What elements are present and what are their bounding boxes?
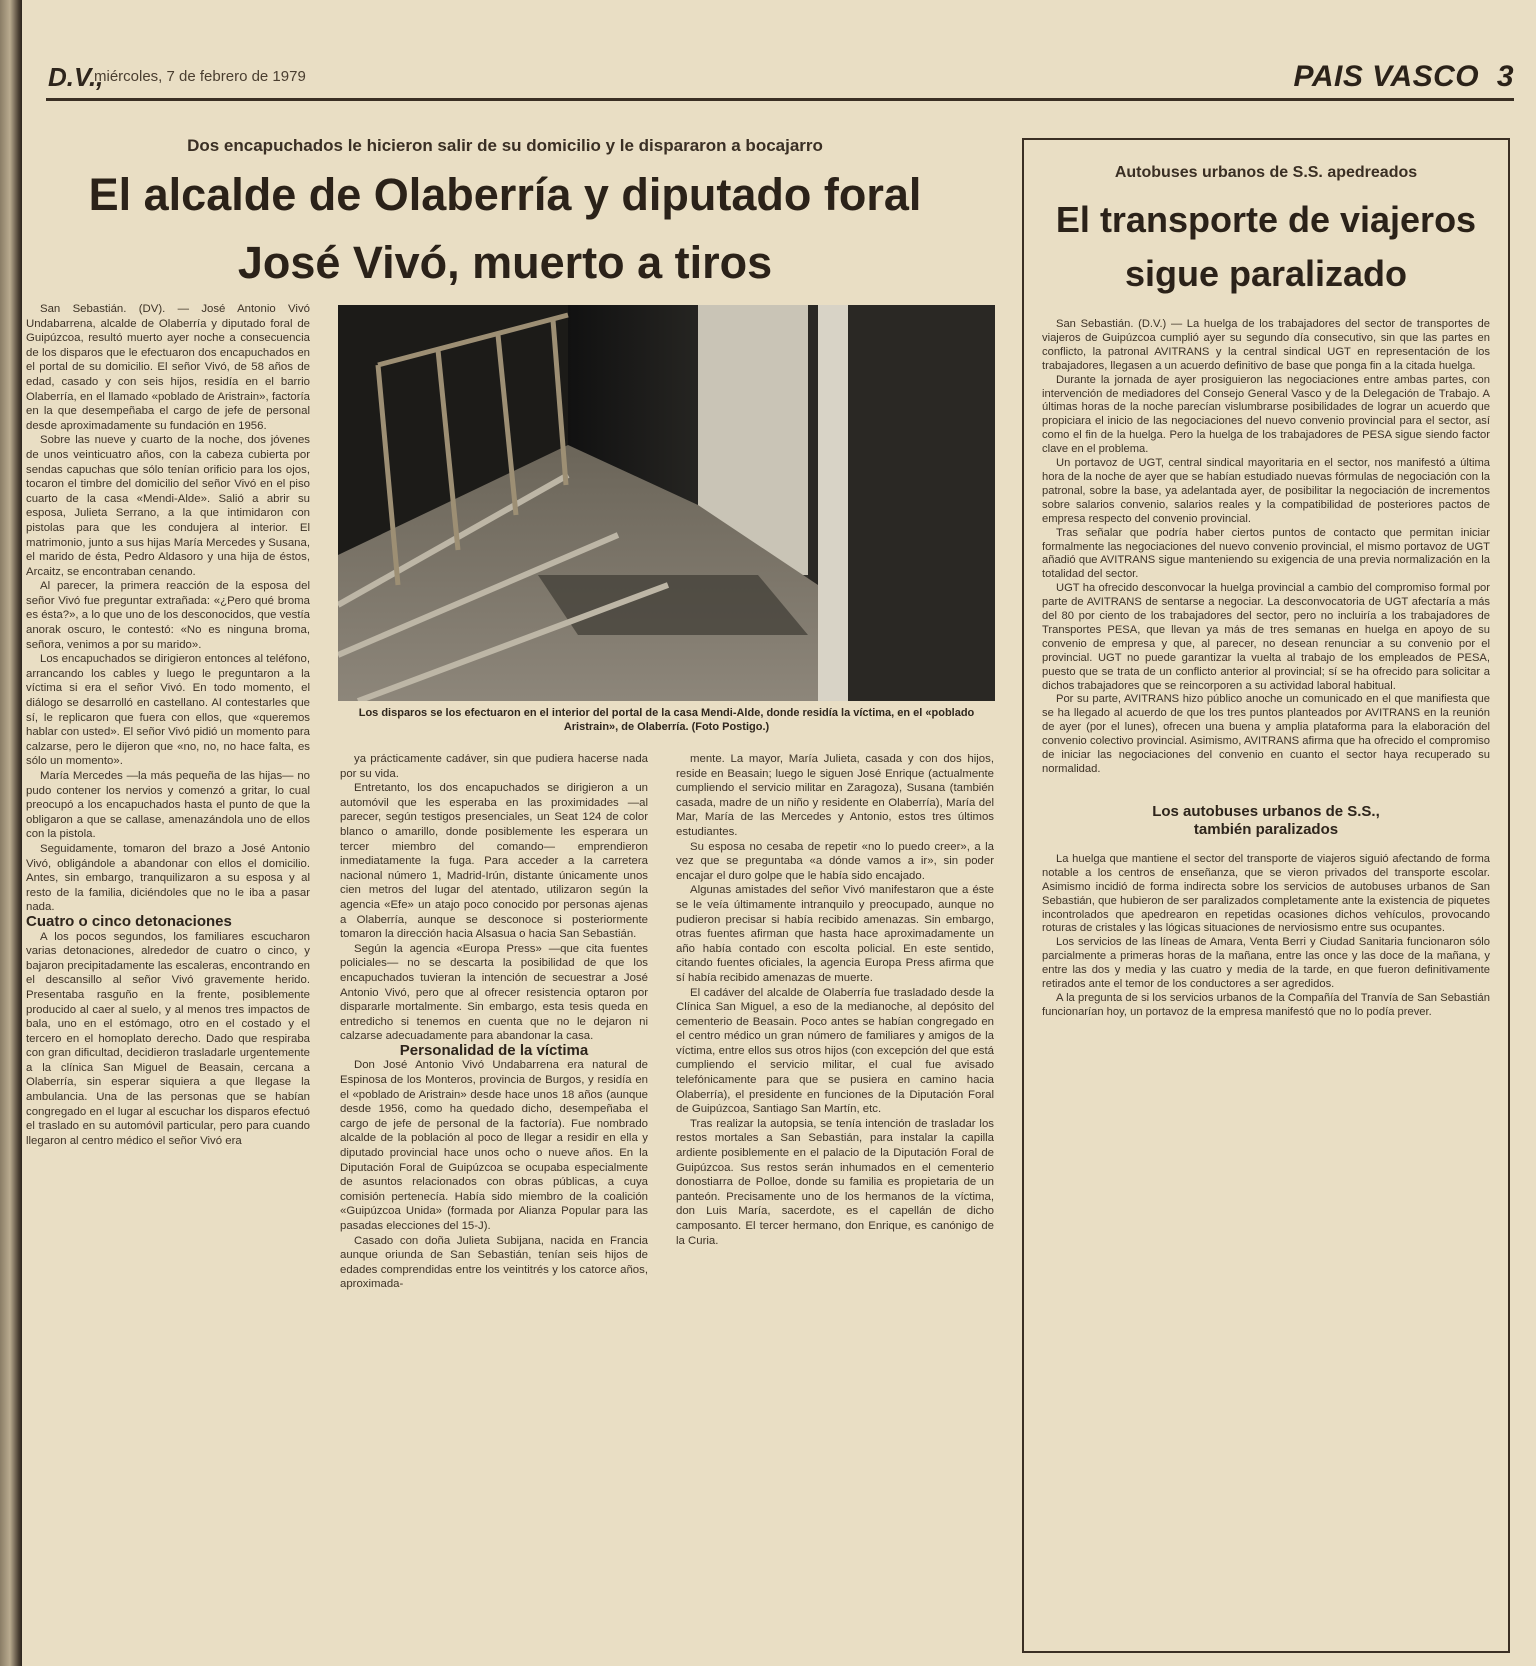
main-article-column-2 xyxy=(340,752,648,1292)
side-article-title-line1: El transporte de viajeros xyxy=(1055,199,1477,240)
paragraph: Por su parte, AVITRANS hizo público anoche un comunicado en el que manifiesta que se ha llegado al acuerdo de que los tres puntos planteados por AVITRANS en la reunión de ayer (por el lunes), ofrecen una buena y amplia plataforma para la elaboración del convenio colectivo provincial. Asimismo, AVITRANS afirma que ha ofrecido el compromiso de iniciar las negociaciones del convenio en cuanto el sector haya recuperado su normalidad. xyxy=(1042,693,1490,775)
paragraph: La huelga que mantiene el sector del transporte de viajeros siguió afectando de forma notable a los centros de enseñanza, que se vieron privados del transporte escolar. Asimismo incidió de forma indirecta sobre los servicios de autobuses urbanos de San Sebastián, que hubieron de ser paralizados completamente ante la existencia de piquetes incontrolados que apedrearon en repetidas ocasiones dichos vehículos, provocando roturas de cristales y las lógicas situaciones de nerviosismo entre sus ocupantes. xyxy=(1042,852,1490,935)
section-name: PAIS VASCO xyxy=(1293,60,1480,93)
paragraph: Los servicios de las líneas de Amara, Venta Berri y Ciudad Sanitaria funcionaron sólo parcialmente a primeras horas de la mañana, entre las once y las doce de la mañana, y entre las dos y media y las cuatro y media de la tarde, en que fueron definitivamente retirados ante el temor de los conductores a ser agredidos. xyxy=(1042,936,1490,991)
paragraph: Al parecer, la primera reacción de la esposa del señor Vivó fue preguntar extrañada: «¿Pero qué broma es ésta?», a lo que uno de los desconocidos, que vestía anorak oscuro, le contestó: «No es ninguna broma, señora, venimos a por su marido». xyxy=(26,580,310,651)
paragraph: Tras señalar que podría haber ciertos puntos de contacto que permitan iniciar formalmente las negociaciones del nuevo convenio provincial, el mismo portavoz de UGT añadió que AVITRANS sigue manteniendo su exigencia de una previa normalización en la totalidad del sector. xyxy=(1042,526,1490,581)
paragraph: Entretanto, los dos encapuchados se dirigieron a un automóvil que les esperaba en las proximidades —al parecer, según testigos presenciales, un Seat 124 de color blanco o amarillo, donde posiblemente les esperara un tercer miembro del comando— emprendieron inmediatamente la fuga. Para acceder a la carretera nacional número 1, Madrid-Irún, distante únicamente unos cien metros del lugar del atentado, utilizaron según la agencia «Efe» un atajo poco conocido por personas ajenas a Olaberría, aunque se desconoce si posteriormente tomaron la dirección hacia Alsasua o hacia San Sebastián. xyxy=(340,782,648,941)
paragraph: Un portavoz de UGT, central sindical mayoritaria en el sector, nos manifestó a última hora de la noche de ayer que se habían estudiado nuevas fórmulas de negociación con la patronal, sobre la base, ya adelantada ayer, de posibilitar la negociación de incrementos sobre salarios convenio, salarios reales y la compatibilidad de posteriores pactos de empresa respecto del convenio provincial. xyxy=(1042,457,1490,525)
paragraph: Tras realizar la autopsia, se tenía intención de trasladar los restos mortales a San Sebastián, para instalar la capilla ardiente posiblemente en el palacio de la Diputación Foral de Guipúzcoa. Sus restos serán inhumados en el cementerio donostiarra de Polloe, donde su familia es propietaria de un panteón. Precisamente uno de los hermanos de la víctima, don Luis María, sacerdote, es el capellán de dicho camposanto. El tercer hermano, don Enrique, es canónigo de la Curia. xyxy=(676,1117,994,1247)
masthead-rule xyxy=(46,98,1514,101)
subheading: Personalidad de la víctima xyxy=(399,1041,589,1059)
paragraph: ya prácticamente cadáver, sin que pudiera hacerse nada por su vida. xyxy=(340,753,648,780)
paragraph: A los pocos segundos, los familiares escucharon varias detonaciones, alrededor de cuatro o cinco, y bajaron precipitadamente las escaleras, encontrando en el descansillo al señor Vivó gravemente herido. Presentaba rasguño en la frente, posiblemente producido al caer al suelo, y al menos tres impactos de bala, uno en el estómago, otro en el costado y el tercero en el homoplato derecho. Dado que respiraba con gran dificultad, decidieron trasladarle urgentemente a la clínica San Miguel de Beasain, cercana a Olaberría, sin esperar siquiera a que llegase la ambulancia. Una de las personas que se habían congregado en el lugar al escuchar los disparos efectuó el traslado en su automóvil particular, pero para cuando llegaron al centro médico el señor Vivó era xyxy=(26,930,310,1147)
masthead xyxy=(48,60,1514,100)
side-article-kicker: Autobuses urbanos de S.S. apedreados xyxy=(1114,164,1418,181)
section-title xyxy=(1294,60,1514,94)
page-number: 3 xyxy=(1496,60,1514,93)
paragraph: Casado con doña Julieta Subijana, nacida en Francia aunque oriunda de San Sebastián, tenían seis hijos de edades comprendidas entre los veintitrés y los catorce años, aproximada- xyxy=(340,1234,648,1291)
paragraph: Durante la jornada de ayer prosiguieron las negociaciones entre ambas partes, con intervención de mediadores del Consejo General Vasco y de la Delegación de Trabajo. A últimas horas de la noche parecían vislumbrarse posibilidades de lograr un acuerdo que propiciara el inicio de las negociaciones del nuevo convenio provincial para el sector, así como el fin de la huelga. Pero la huelga de los trabajadores de PESA sigue siendo factor clave en el problema. xyxy=(1042,373,1490,456)
paragraph: San Sebastián. (DV). — José Antonio Vivó Undabarrena, alcalde de Olaberría y diputado foral de Guipúzcoa, resultó muerto ayer noche a consecuencia de los disparos que le efectuaron dos encapuchados en el portal de su domicilio. El señor Vivó, de 58 años de edad, casado y con seis hijos, residía en el barrio Olaberría, en el llamado «poblado de Aristrain», factoría en la que desempeñaba el cargo de jefe de personal desde aproximadamente su fundación en 1956. xyxy=(26,303,310,432)
paragraph: Su esposa no cesaba de repetir «no lo puedo creer», a la vez que se preguntaba «a dónde vamos a ir», sin poder encajar el duro golpe que le había sido encajado. xyxy=(676,840,994,882)
adjacent-page-gutter xyxy=(0,0,22,1666)
main-article-title-line2: José Vivó, muerto a tiros xyxy=(237,237,773,288)
paragraph: María Mercedes —la más pequeña de las hijas— no pudo contener los nervios y comenzó a gritar, lo cual preocupó a los encapuchados hasta el punto de que la obligaron a que se callase, amenazándola uno de ellos con la pistola. xyxy=(26,770,310,841)
paragraph: A la pregunta de si los servicios urbanos de la Compañía del Tranvía de San Sebastián funcionarían hoy, un portavoz de la empresa manifestó que no lo podía prever. xyxy=(1042,991,1490,1018)
paragraph: Algunas amistades del señor Vivó manifestaron que a éste se le veía últimamente intranquilo y preocupado, aunque no pudieron precisar si había recibido amenazas. Sin embargo, otras fuentes afirman que hasta hace aproximadamente un año había contado con escolta policial. En este sentido, citando fuentes oficiales, la agencia Europa Press afirma que sí había recibido amenazas de muerte. xyxy=(676,884,994,984)
issue-date: miércoles, 7 de febrero de 1979 xyxy=(94,68,306,85)
paragraph: Sobre las nueve y cuarto de la noche, dos jóvenes de unos veinticuatro años, con la cabeza cubierta por sendas capuchas que sólo tenían orificio para los ojos, tocaron el timbre del domicilio del señor Vivó en el piso cuarto de la casa «Mendi-Alde». Salió a abrir su esposa, Julieta Serrano, a la que intimidaron con pistolas para que les condujera al interior. El matrimonio, junto a sus hijas María Mercedes y Susana, el marido de ésta, Pedro Aldasoro y una hija de éstos, Arcaitz, se encontraban cenando. xyxy=(26,434,310,578)
main-article-kicker: Dos encapuchados le hicieron salir de su domicilio y le dispararon a bocajarro xyxy=(187,136,823,155)
main-article-column-1 xyxy=(26,302,310,1148)
side-article-title-line2: sigue paralizado xyxy=(1124,253,1408,294)
paragraph: mente. La mayor, María Julieta, casada y con dos hijos, reside en Beasain; luego le siguen José Enrique (actualmente cumpliendo el servicio militar en Zaragoza), Susana (también casada, madre de un niño y residente en Olaberría), María del Mar, María de las Mercedes y Antonio, estos tres últimos estudiantes. xyxy=(676,753,994,838)
paragraph: Seguidamente, tomaron del brazo a José Antonio Vivó, obligándole a abandonar con ellos el domicilio. Antes, sin embargo, tranquilizaron a su esposa y al resto de la familia, diciéndoles que no le iba a pasar nada. xyxy=(26,842,310,914)
main-article-title-line1: El alcalde de Olaberría y diputado foral xyxy=(88,169,922,220)
paragraph: El cadáver del alcalde de Olaberría fue trasladado desde la Clínica San Miguel, a eso de la medianoche, al depósito del cementerio de Beasain. Poco antes se habían congregado en el centro médico un gran número de familiares y amigos de la víctima, entre ellos sus otros hijos (con excepción del que está cumpliendo el servicio militar, el cual fue avisado telefónicamente para que se pusiera en camino hacia Olaberría), el presidente en funciones de la Diputación Foral de Guipúzcoa, Santiago San Martín, etc. xyxy=(676,986,994,1116)
paper-name: D.V., xyxy=(48,62,104,92)
side-article-box xyxy=(1022,138,1510,1653)
article-photo xyxy=(338,305,995,701)
paragraph: Don José Antonio Vivó Undabarrena era natural de Espinosa de los Monteros, provincia de Burgos, y residía en el «poblado de Aristrain» desde hace unos 18 años (aunque desde 1956, como ha quedado dicho, desempeñaba el cargo de jefe de personal de la factoría). Fue nombrado alcalde de la población al poco de llegar a residir en ella y diputado provincial hace unos ocho o nueve años. En la Diputación Foral de Guipúzcoa se ocupaba especialmente de asuntos relacionados con obras públicas, a cuya comisión pertenecía. Había sido miembro de la coalición «Guipúzcoa Unida» (formada por Alianza Popular para las pasadas elecciones del 15-J). xyxy=(340,1059,648,1232)
paragraph: UGT ha ofrecido desconvocar la huelga provincial a cambio del compromiso formal por parte de AVITRANS de sentarse a negociar. La desconvocatoria de UGT afectaría a más del 80 por ciento de los trabajadores del sector, pero no incluiría a los trabajadores de Transportes PESA, que llevan ya más de tres semanas en huelga en apoyo de su convenio de empresa y que, al parecer, no desean renunciar a su convenio por el provincial. UGT no puede garantizar la vuelta al trabajo de los empleados de PESA, puesto que se trata de un conflicto anterior al provincial; sí se ha ofrecido para solicitar a dichos trabajadores que se reincorporen a su actividad laboral habitual. xyxy=(1042,582,1490,692)
paragraph: San Sebastián. (D.V.) — La huelga de los trabajadores del sector de transportes de viajeros de Guipúzcoa cumplió ayer su segundo día consecutivo, sin que las partes en conflicto, la patronal AVITRANS y la central sindical UGT en representación de los trabajadores, llegasen a un acuerdo definitivo de base que ponga fin a la citada huelga. xyxy=(1042,318,1490,372)
photo-caption: Los disparos se los efectuaron en el interior del portal de la casa Mendi-Alde, donde residía la víctima, en el «poblado Aristrain», de Olaberría. (Foto Postigo.) xyxy=(358,707,975,733)
stairwell-photo-image xyxy=(338,305,995,701)
subheading: Cuatro o cinco detonaciones xyxy=(26,912,232,930)
main-article-column-3 xyxy=(676,752,994,1248)
subheading: Los autobuses urbanos de S.S., también paralizados xyxy=(1152,802,1380,838)
side-article-body xyxy=(1042,318,1490,1020)
paragraph: Los encapuchados se dirigieron entonces al teléfono, arrancando los cables y luego le preguntaron a la víctima si era el señor Vivó. En todo momento, el diálogo se desarrolló en castellano. Al contestarles que sí, le replicaron que fuera con ellos, que «queremos hablar con usted». El señor Vivó pidió un momento para calzarse, pero le dijeron que «no, no, no hace falta, es sólo un momento». xyxy=(26,653,310,768)
paragraph: Según la agencia «Europa Press» —que cita fuentes policiales— no se descarta la posibilidad de que los encapuchados tuvieran la intención de secuestrar a José Antonio Vivó, pero que al ofrecer resistencia optaron por dispararle mortalmente. Sin embargo, esta tesis queda en entredicho si tenemos en cuenta que no le dejaron ni calzarse adecuadamente para abandonar la casa. xyxy=(340,942,648,1043)
